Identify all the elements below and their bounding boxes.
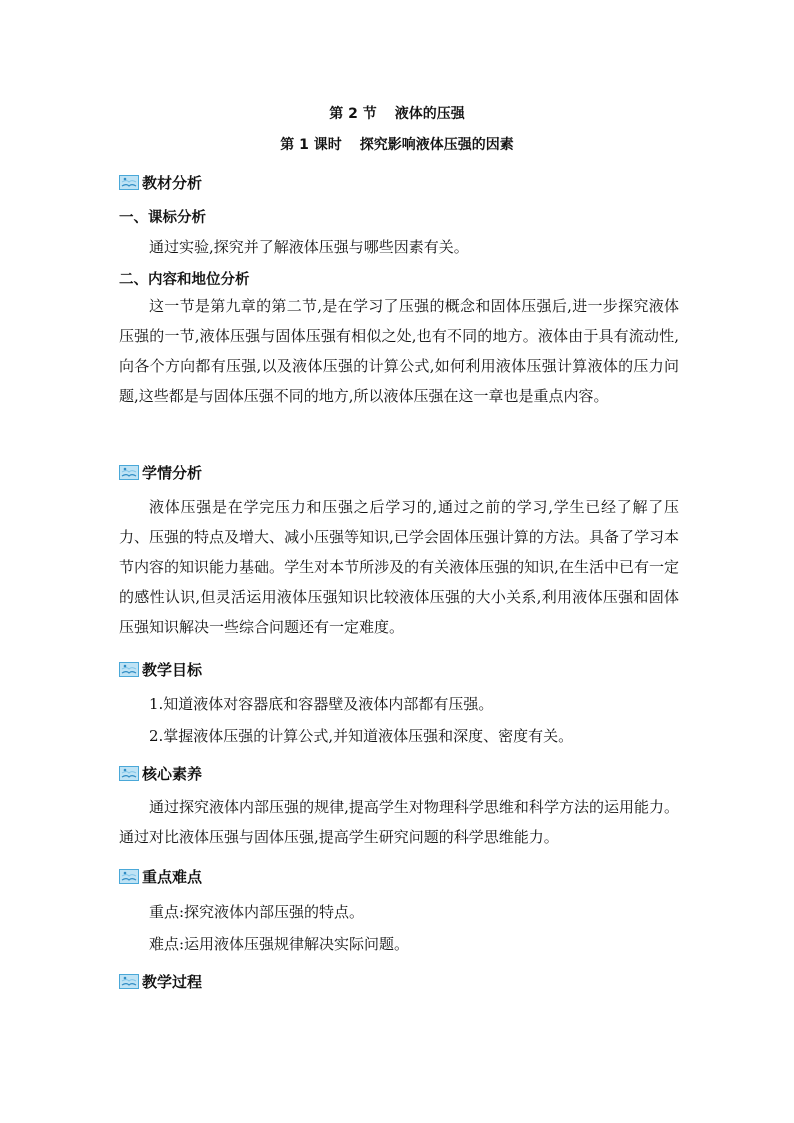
section-name: 液体的压强 [394, 106, 465, 122]
subheading-curriculum: 一、课标分析 [119, 210, 206, 226]
book-icon [119, 766, 139, 781]
heading-textbook-analysis: 教材分析 [119, 171, 202, 193]
curriculum-text: 通过实验,探究并了解液体压强与哪些因素有关。 [149, 238, 469, 256]
heading-student-analysis: 学情分析 [119, 461, 202, 483]
student-analysis-text: 液体压强是在学完压力和压强之后学习的,通过之前的学习,学生已经了解了压力、压强的特点及增大、减小压强等知识,已学会固体压强计算的方法。具备了学习本节内容的知识能力基础。学生对本节所涉及的有关液体压强的知识,在生活中已有一定的感性认识,但灵活运用液体压强知识比较液体压强的大小关系,利用液体压强和固体压强知识解决一些综合问题还有一定难度。 [119, 498, 679, 636]
section-number: 第 2 节 [329, 106, 377, 122]
goal-item-2: 2.掌握液体压强的计算公式,并知道液体压强和深度、密度有关。 [149, 727, 574, 745]
book-icon [119, 869, 139, 884]
heading-key-difficulty: 重点难点 [119, 865, 202, 887]
core-literacy-text: 通过探究液体内部压强的规律,提高学生对物理科学思维和科学方法的运用能力。通过对比液体压强与固体压强,提高学生研究问题的科学思维能力。 [119, 798, 679, 846]
key-point-text: 重点:探究液体内部压强的特点。 [149, 903, 365, 921]
book-icon [119, 465, 139, 480]
goal-item-1: 1.知道液体对容器底和容器壁及液体内部都有压强。 [149, 695, 494, 713]
book-icon [119, 175, 139, 190]
heading-teaching-goals: 教学目标 [119, 658, 202, 680]
lesson-number: 第 1 课时 [280, 137, 342, 153]
heading-teaching-process: 教学过程 [119, 970, 202, 992]
book-icon [119, 662, 139, 677]
subheading-content-position: 二、内容和地位分析 [119, 272, 250, 288]
heading-core-literacy: 核心素养 [119, 762, 202, 784]
content-position-text: 这一节是第九章的第二节,是在学习了压强的概念和固体压强后,进一步探究液体压强的一节,液体压强与固体压强有相似之处,也有不同的地方。液体由于具有流动性,向各个方向都有压强,以及液体压强的计算公式,如何利用液体压强计算液体的压力问题,这些都是与固体压强不同的地方,所以液体压强在这一章也是重点内容。 [119, 297, 679, 405]
book-icon [119, 974, 139, 989]
difficulty-text: 难点:运用液体压强规律解决实际问题。 [149, 935, 410, 953]
lesson-title [0, 134, 794, 154]
section-title [0, 103, 794, 123]
lesson-name: 探究影响液体压强的因素 [359, 137, 514, 153]
